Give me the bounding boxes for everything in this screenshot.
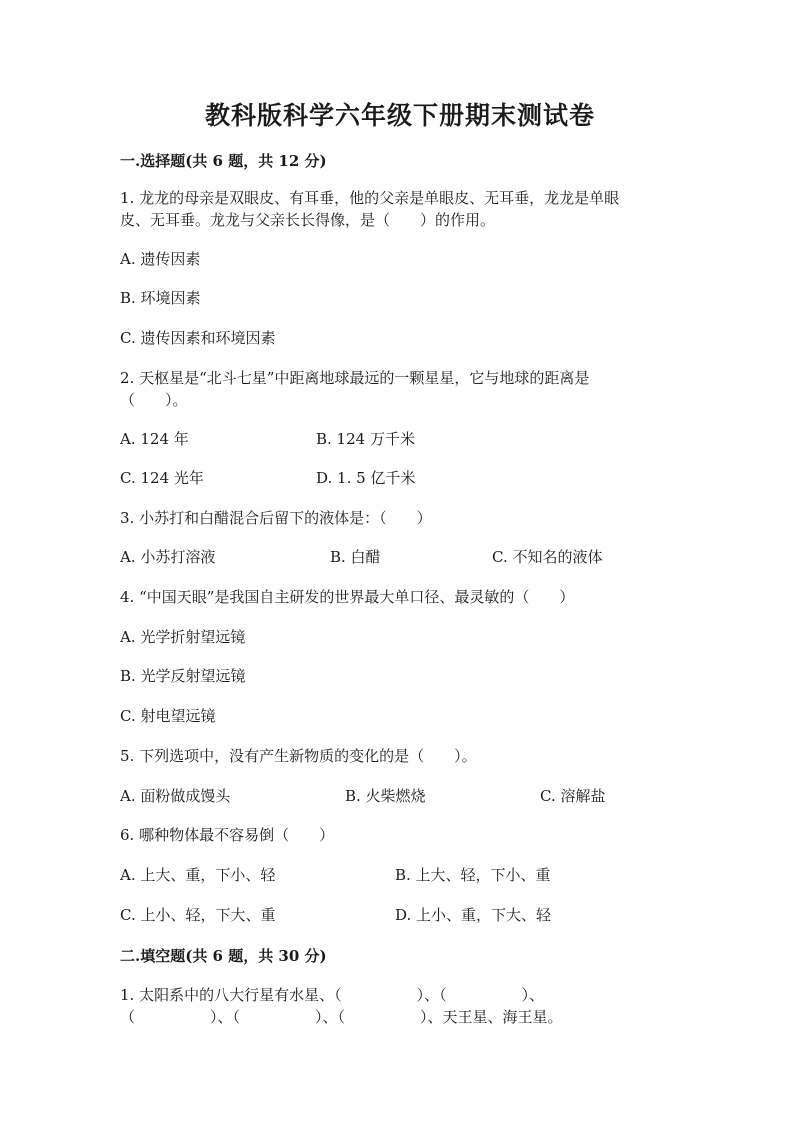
question-2-text-line-1: 2. 天枢星是“北斗七星”中距离地球最远的一颗星星，它与地球的距离是 — [120, 369, 590, 387]
question-4-text-line-1: 4. “中国天眼”是我国自主研发的世界最大单口径、最灵敏的（ ） — [120, 588, 575, 606]
question-4-option-c: C. 射电望远镜 — [120, 707, 216, 725]
question-2-option-a: A. 124 年 — [120, 430, 189, 448]
question-3-option-c: C. 不知名的液体 — [492, 548, 603, 566]
question-2-option-b: B. 124 万千米 — [316, 430, 415, 448]
question-5-option-c: C. 溶解盐 — [540, 787, 606, 805]
question-3-text-line-1: 3. 小苏打和白醋混合后留下的液体是：（ ） — [120, 509, 432, 527]
question-5-option-b: B. 火柴燃烧 — [345, 787, 426, 805]
question-6-option-c: C. 上小、轻，下大、重 — [120, 906, 276, 924]
question-2-option-d: D. 1. 5 亿千米 — [316, 469, 416, 487]
question-6-text-line-1: 6. 哪种物体最不容易倒（ ） — [120, 826, 335, 844]
question-1-option-c: C. 遗传因素和环境因素 — [120, 329, 276, 347]
section-heading-multiple-choice: 一.选择题(共 6 题，共 12 分) — [120, 152, 327, 170]
question-4-option-a: A. 光学折射望远镜 — [120, 628, 246, 646]
page-title: 教科版科学六年级下册期末测试卷 — [204, 101, 595, 130]
section-heading-fill-in-blank: 二.填空题(共 6 题，共 30 分) — [120, 947, 327, 965]
fill-question-1-text-line-2: （ ）、（ ）、（ ）、天王星、海王星。 — [120, 1008, 563, 1026]
question-1-text-line-2: 皮、无耳垂。龙龙与父亲长长得像，是（ ）的作用。 — [120, 211, 496, 229]
question-2-option-c: C. 124 光年 — [120, 469, 204, 487]
question-5-option-a: A. 面粉做成馒头 — [120, 787, 231, 805]
question-6-option-a: A. 上大、重，下小、轻 — [120, 866, 276, 884]
question-3-option-a: A. 小苏打溶液 — [120, 548, 216, 566]
fill-question-1-text-line-1: 1. 太阳系中的八大行星有水星、（ ）、（ ）、 — [120, 986, 545, 1004]
question-1-option-b: B. 环境因素 — [120, 289, 201, 307]
question-2-text-line-2: （ ）。 — [120, 391, 188, 409]
question-1-option-a: A. 遗传因素 — [120, 250, 201, 268]
question-6-option-b: B. 上大、轻，下小、重 — [395, 866, 551, 884]
question-1-text-line-1: 1. 龙龙的母亲是双眼皮、有耳垂，他的父亲是单眼皮、无耳垂，龙龙是单眼 — [120, 189, 620, 207]
question-4-option-b: B. 光学反射望远镜 — [120, 667, 246, 685]
question-5-text-line-1: 5. 下列选项中，没有产生新物质的变化的是（ ）。 — [120, 747, 477, 765]
question-6-option-d: D. 上小、重，下大、轻 — [395, 906, 552, 924]
question-3-option-b: B. 白醋 — [330, 548, 381, 566]
